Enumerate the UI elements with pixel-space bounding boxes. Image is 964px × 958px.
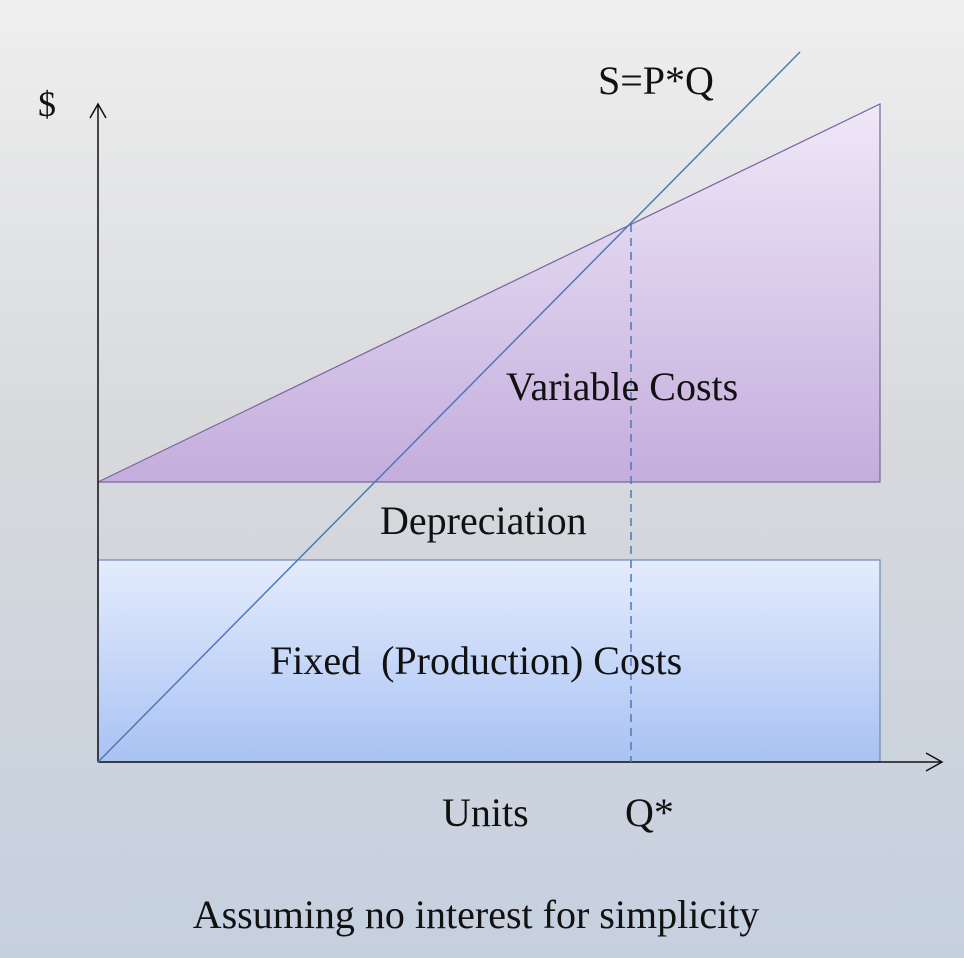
depreciation-label: Depreciation [380, 498, 587, 543]
variable-costs-region [98, 104, 880, 482]
x-axis-label: Units [442, 790, 529, 835]
sales-line-label: S=P*Q [598, 58, 714, 103]
caption: Assuming no interest for simplicity [192, 892, 760, 937]
fixed-costs-label: Fixed (Production) Costs [270, 638, 683, 683]
breakeven-quantity-label: Q* [625, 790, 674, 835]
y-axis-label: $ [38, 84, 56, 124]
variable-costs-label: Variable Costs [506, 364, 739, 409]
